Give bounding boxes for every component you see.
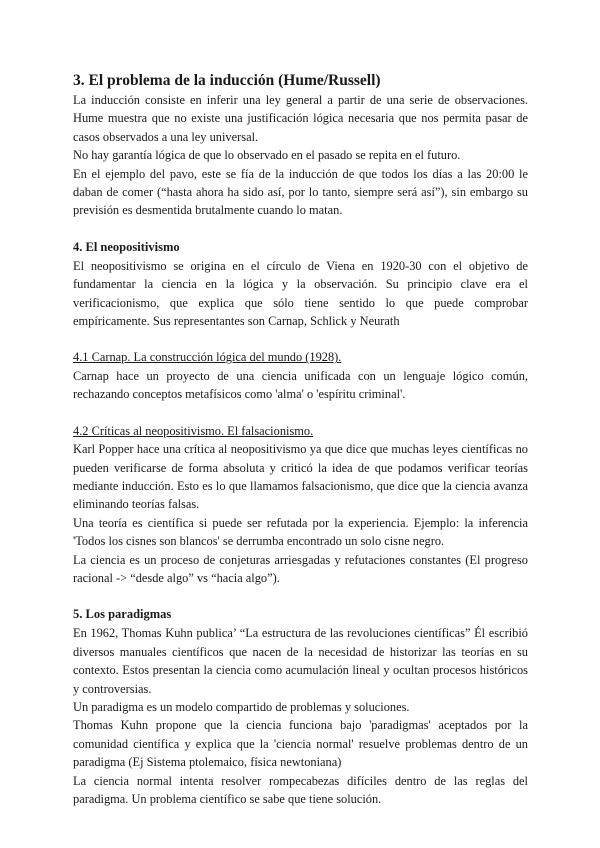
section-5-heading: 5. Los paradigmas xyxy=(73,607,172,622)
section-5-paragraph-4: La ciencia normal intenta resolver rompecabezas difíciles dentro de las reglas del paradigma. Un problema científico se sabe que tiene solución. xyxy=(73,773,528,806)
section-5-paragraph-3: Thomas Kuhn propone que la ciencia funciona bajo 'paradigmas' aceptados por la comunidad científica y explica que la 'ciencia normal' resuelve problemas dentro de un paradigma (Ej Sistema ptolemaico, física newtoniana) xyxy=(73,718,528,770)
section-3-paragraph-2: No hay garantía lógica de que lo observado en el pasado se repita en el futuro. xyxy=(73,148,461,163)
section-3-paragraph-1: La inducción consiste en inferir una ley general a partir de una serie de observaciones. Hume muestra que no existe una justificación lógica necesaria que nos permita pasar de casos observados a una ley universal. xyxy=(73,93,528,144)
section-5-paragraph-1: En 1962, Thomas Kuhn publica’ “La estructura de las revoluciones científicas” Él escribió diversos manuales científicos que nacen de la necesidad de historizar las teorías en su contexto. Estos presentan la ciencia como acumulación lineal y ocultan procesos históricos y controversias. xyxy=(73,626,528,696)
section-4-2-paragraph-1: Karl Popper hace una crítica al neopositivismo ya que dice que muchas leyes científicas no pueden verificarse de forma absoluta y criticó la idea de que podamos verificar teorías mediante inducción. Esto es lo que llamamos falsacionismo, que dice que la ciencia avanza eliminando teorías falsas. xyxy=(73,442,528,512)
section-4-1-paragraph-1: Carnap hace un proyecto de una ciencia unificada con un lenguaje lógico común, rechazando conceptos metafísicos como 'alma' o 'espíritu criminal'. xyxy=(73,368,528,402)
section-4-paragraph-1: El neopositivismo se origina en el círculo de Viena en 1920-30 con el objetivo de fundamentar la ciencia en la lógica y la observación. Su principio clave era el verificacionismo, que explica que sólo tiene sentido lo que puede comprobar empíricamente. Sus representantes son Carnap, Schlick y Neurath xyxy=(73,258,528,329)
section-3-heading: 3. El problema de la inducción (Hume/Russell) xyxy=(73,72,381,89)
section-4-2-heading: 4.2 Críticas al neopositivismo. El falsacionismo. xyxy=(73,423,314,438)
section-4-1-heading: 4.1 Carnap. La construcción lógica del mundo (1928). xyxy=(73,350,342,365)
document-page xyxy=(73,70,528,808)
section-3-paragraph-3: En el ejemplo del pavo, este se fía de la inducción de que todos los días a las 20:00 le daban de comer (“hasta ahora ha sido así, por lo tanto, siempre será así”), sin embargo su previsión es desmentida brutalmente cuando lo matan. xyxy=(73,166,528,218)
section-4-2-paragraph-2: Una teoría es científica si puede ser refutada por la experiencia. Ejemplo: la inferencia 'Todos los cisnes son blancos' se derrumba encontrado un solo cisne negro. xyxy=(73,515,528,549)
section-4-2-paragraph-3: La ciencia es un proceso de conjeturas arriesgadas y refutaciones constantes (El progreso racional -> “desde algo” vs “hacia algo”). xyxy=(73,552,528,585)
section-5-paragraph-2: Un paradigma es un modelo compartido de problemas y soluciones. xyxy=(73,699,410,714)
section-4-heading: 4. El neopositivismo xyxy=(73,239,180,254)
